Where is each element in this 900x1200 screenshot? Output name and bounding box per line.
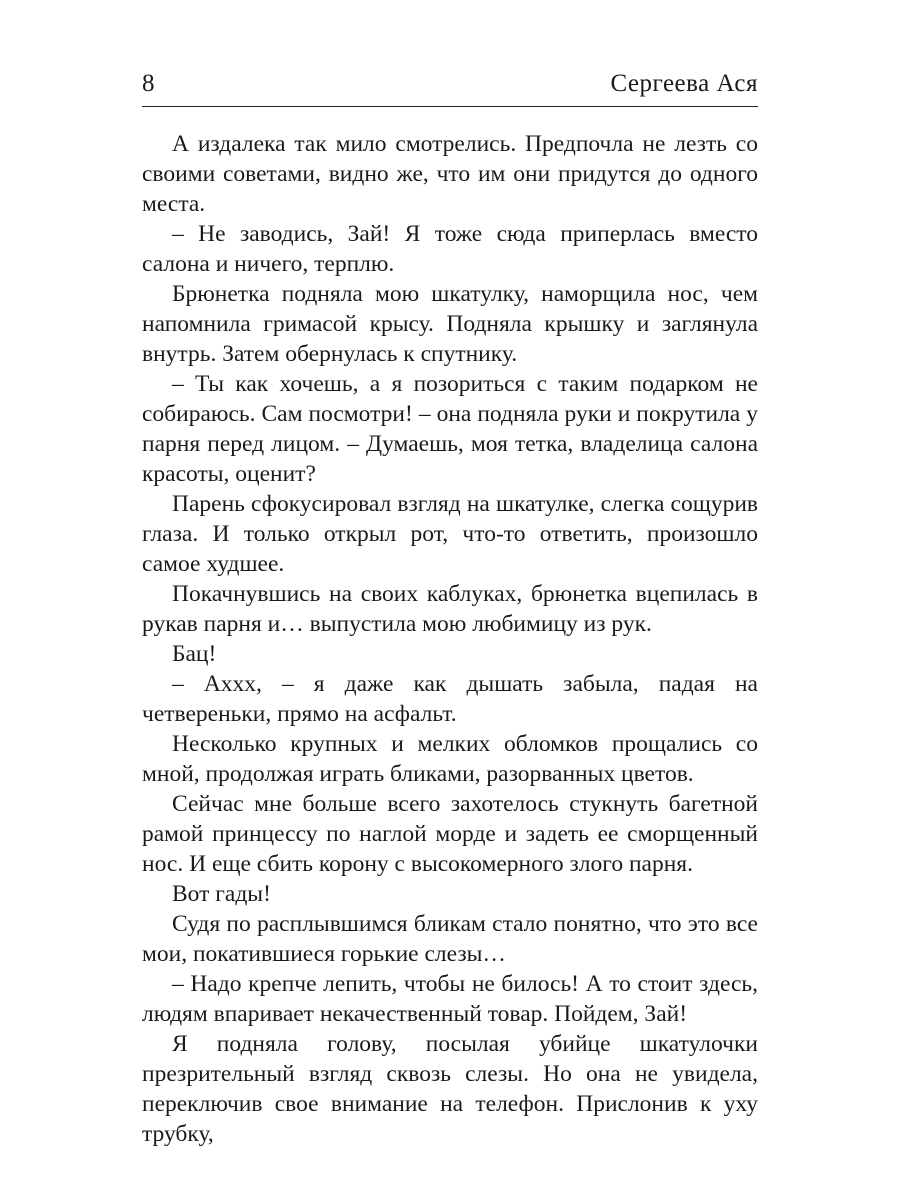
paragraph: Вот гады! (172, 881, 271, 907)
paragraph: Покачнувшись на своих каблуках, брюнетка вцепилась в рукав парня и… выпустила мою любимицу из рук. (142, 581, 758, 637)
paragraph: Судя по расплывшимся бликам стало понятно, что это все мои, покатившиеся горькие слезы… (142, 911, 758, 967)
paragraph: – Не заводись, Зай! Я тоже сюда приперлась вместо салона и ничего, терплю. (142, 221, 758, 277)
page-number: 8 (142, 70, 155, 97)
paragraph: А издалека так мило смотрелись. Предпочла не лезть со своими советами, видно же, что им они придутся до одного места. (142, 131, 758, 217)
paragraph: Я подняла голову, посылая убийце шкатулочки презрительный взгляд сквозь слезы. Но она не увидела, переключив свое внимание на телефон. Прислонив к уху трубку, (142, 1031, 758, 1147)
running-head-author: Сергеева Ася (610, 70, 758, 97)
body-text (142, 129, 758, 1149)
paragraph: Бац! (172, 641, 217, 667)
paragraph: Брюнетка подняла мою шкатулку, наморщила нос, чем напомнила гримасой крысу. Подняла крышку и заглянула внутрь. Затем обернулась к спутнику. (142, 281, 758, 367)
paragraph: Несколько крупных и мелких обломков прощались со мной, продолжая играть бликами, разорванных цветов. (142, 731, 758, 787)
paragraph: – Аххх, – я даже как дышать забыла, падая на четвереньки, прямо на асфальт. (142, 671, 758, 727)
paragraph: Парень сфокусировал взгляд на шкатулке, слегка сощурив глаза. И только открыл рот, что-то ответить, произошло самое худшее. (142, 491, 758, 577)
paragraph: – Надо крепче лепить, чтобы не билось! А то стоит здесь, людям впаривает некачественный товар. Пойдем, Зай! (142, 971, 758, 1027)
page-header (142, 60, 758, 107)
paragraph: Сейчас мне больше всего захотелось стукнуть багетной рамой принцессу по наглой морде и задеть ее сморщенный нос. И еще сбить корону с высокомерного злого парня. (142, 791, 758, 877)
paragraph: – Ты как хочешь, а я позориться с таким подарком не собираюсь. Сам посмотри! – она подняла руки и покрутила у парня перед лицом. – Думаешь, моя тетка, владелица салона красоты, оценит? (142, 371, 758, 487)
